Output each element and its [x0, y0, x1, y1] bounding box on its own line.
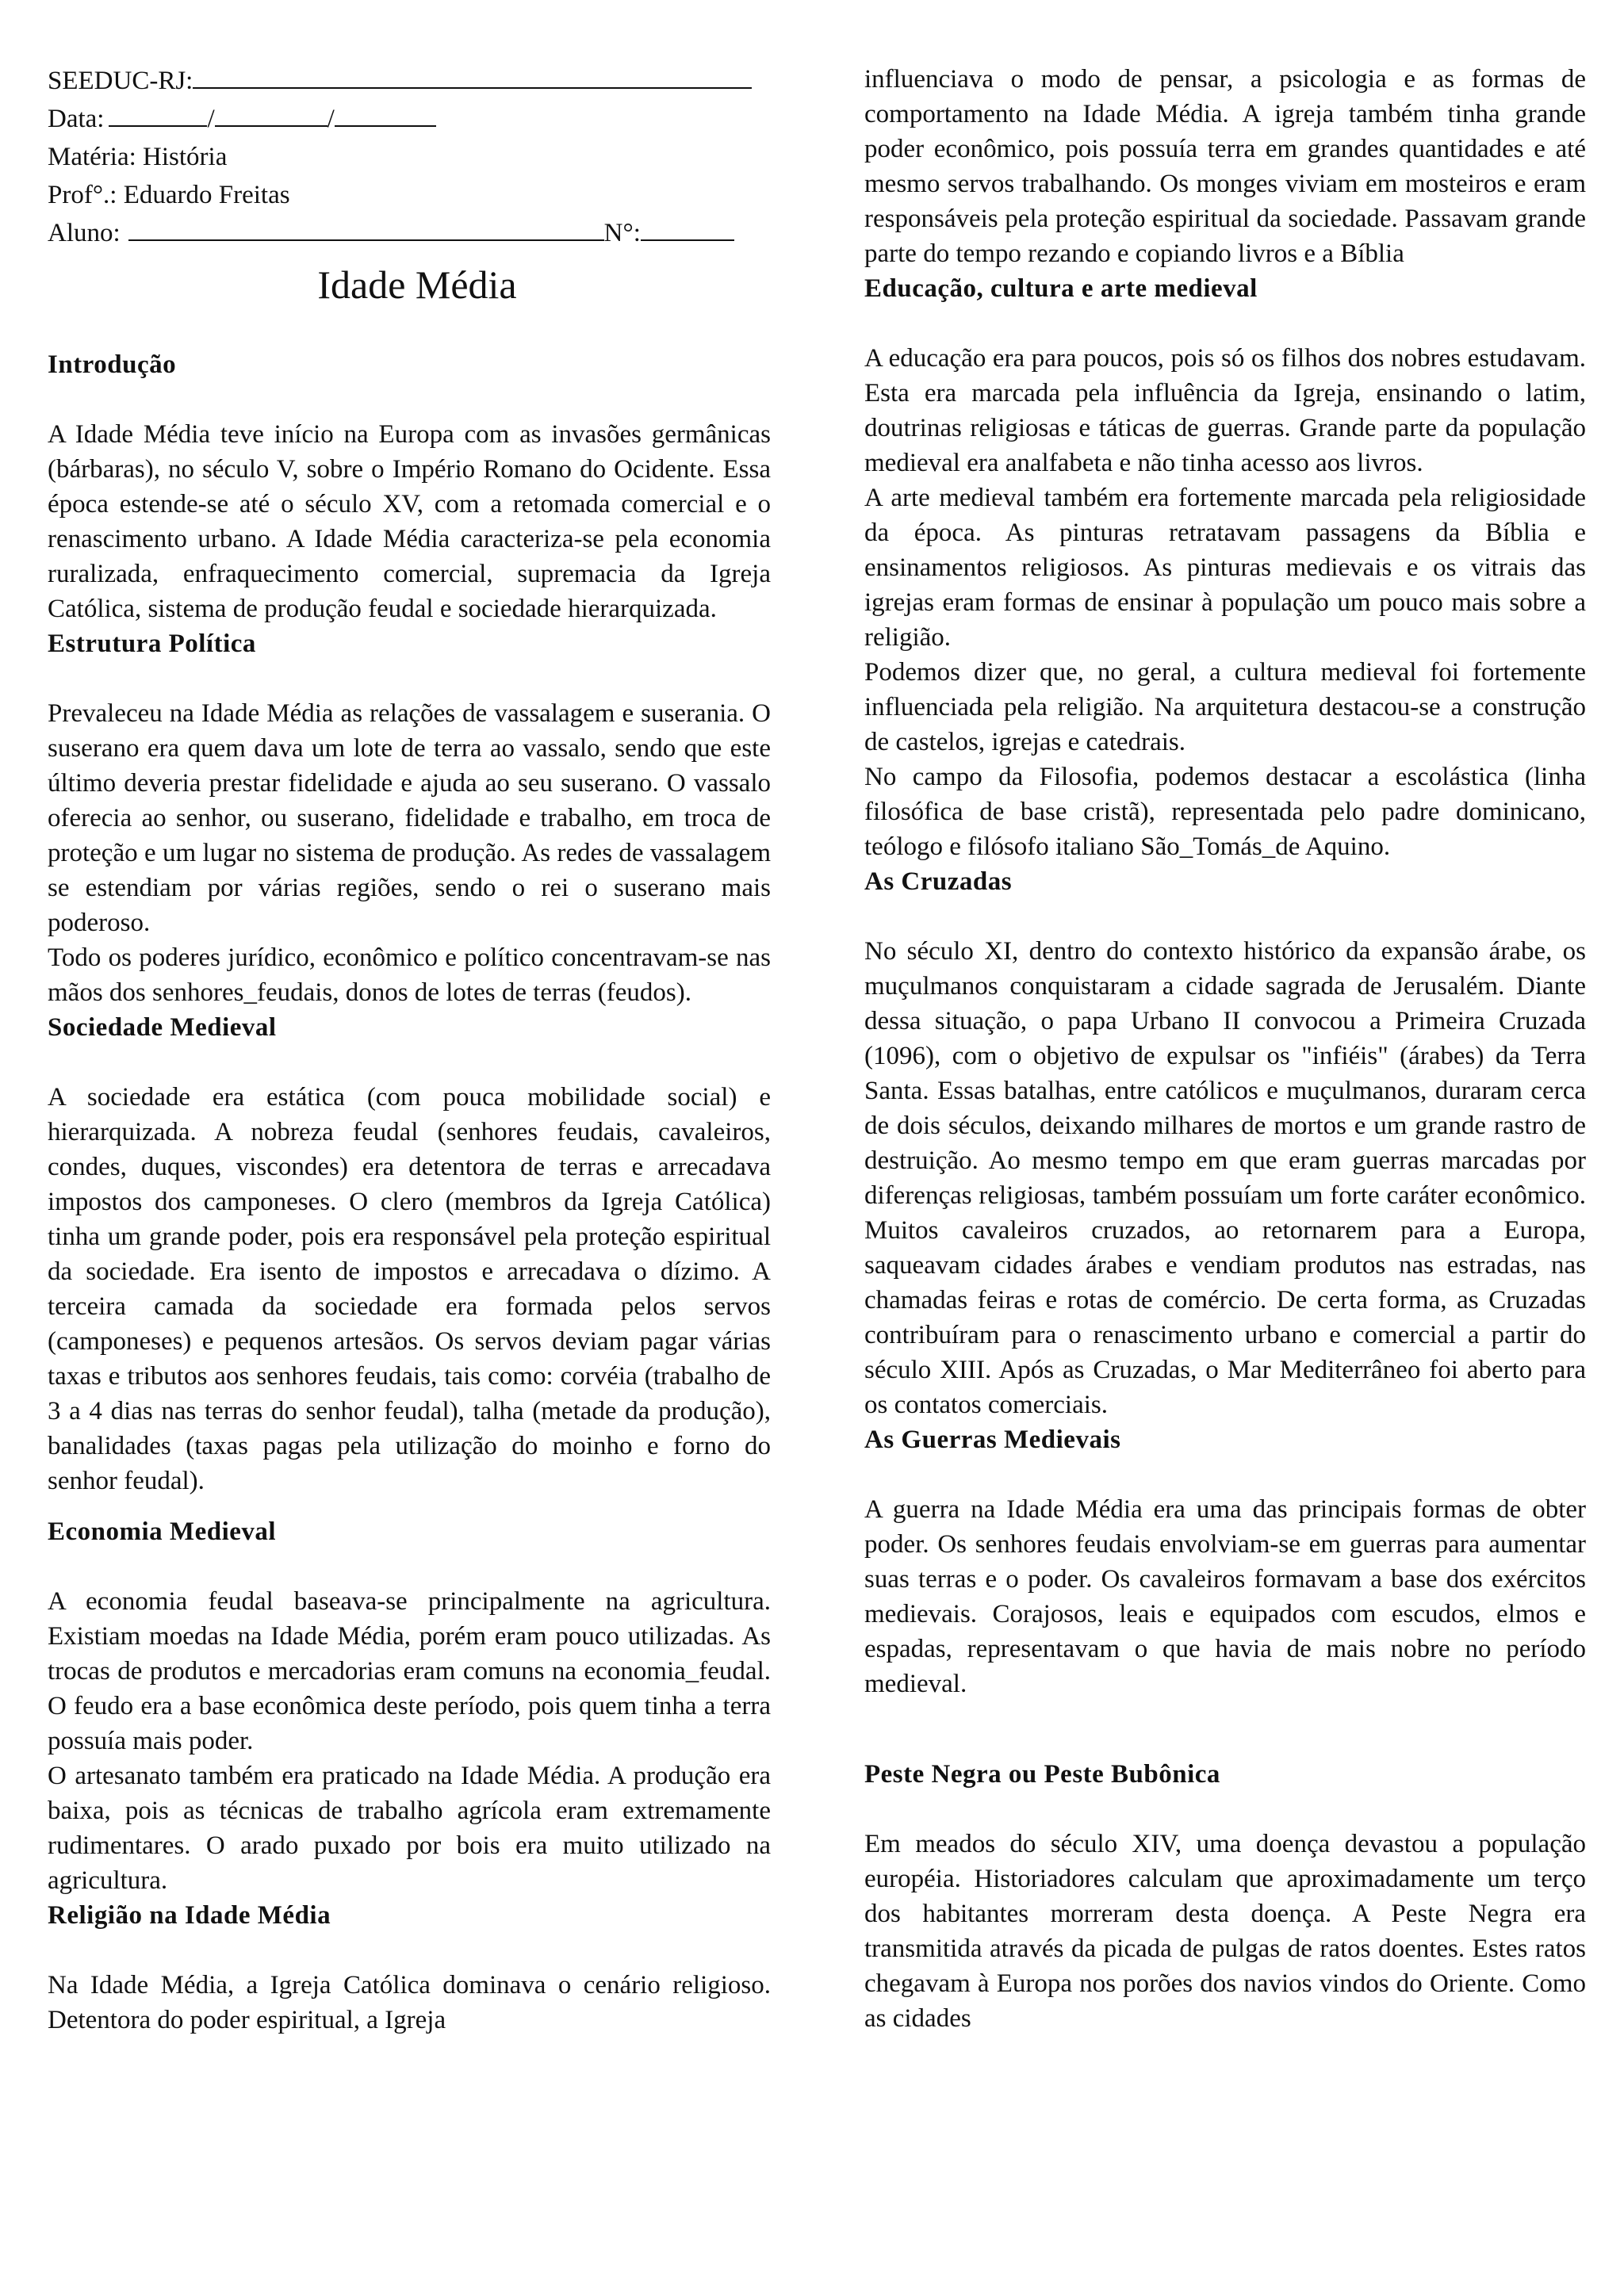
heading-estrutura-politica: Estrutura Política — [48, 629, 256, 658]
date-line — [48, 100, 771, 138]
aluno-field — [128, 216, 604, 241]
materia-line: Matéria: História — [48, 143, 228, 171]
heading-educacao: Educação, cultura e arte medieval — [864, 274, 1258, 303]
heading-sociedade-medieval: Sociedade Medieval — [48, 1013, 277, 1042]
economia-medieval-p2: O artesanato também era praticado na Idade Média. A produção era baixa, pois as técnicas de trabalho agrícola eram extremamente rudimentares. O arado puxado por bois era muito utilizado na agricultura. — [48, 1762, 771, 1895]
heading-peste: Peste Negra ou Peste Bubônica — [864, 1760, 1220, 1789]
numero-label: N°: — [603, 219, 641, 247]
estrutura-politica-p1: Prevaleceu na Idade Média as relações de vassalagem e suserania. O suserano era quem dava um lote de terra ao vassalo, sendo que este último deveria prestar fidelidade e ajuda ao seu suserano. O vassalo oferecia ao senhor, ou suserano, fidelidade e trabalho, em troca de proteção e um lugar no sistema de produção. As redes de vassalagem se estendiam por várias regiões, sendo o rei o suserano mais poderoso. — [48, 699, 771, 937]
heading-cruzadas: As Cruzadas — [864, 867, 1013, 896]
estrutura-politica-p2: Todo os poderes jurídico, econômico e político concentravam-se nas mãos dos senhores_feudais, donos de lotes de terras (feudos). — [48, 943, 771, 1007]
heading-guerras: As Guerras Medievais — [864, 1425, 1121, 1454]
cruzadas-text: No século XI, dentro do contexto histórico da expansão árabe, os muçulmanos conquistaram a cidade sagrada de Jerusalém. Diante dessa situação, o papa Urbano II convocou a Primeira Cruzada (1096), com o objetivo de expulsar os "infiéis" (árabes) da Terra Santa. Essas batalhas, entre católicos e muçulmanos, duraram cerca de dois séculos, deixando milhares de mortos e um grande rastro de destruição. Ao mesmo tempo em que eram guerras marcadas por diferenças religiosas, também possuíam um forte caráter econômico. Muitos cavaleiros cruzados, ao retornarem para a Europa, saqueavam cidades árabes e vendiam produtos nas estradas, nas chamadas feiras e rotas de comércio. De certa forma, as Cruzadas contribuíram para o renascimento urbano e comercial a partir do século XIII. Após as Cruzadas, o Mar Mediterrâneo foi aberto para os contatos comerciais. — [864, 937, 1586, 1419]
month-field — [215, 101, 327, 127]
date-label: Data: — [48, 105, 105, 133]
date-separator: / — [207, 105, 215, 133]
date-separator: / — [327, 105, 335, 133]
religiao-continuation: influenciava o modo de pensar, a psicologia e as formas de comportamento na Idade Média. A igreja também tinha grande poder econômico, pois possuía terra em grandes quantidades e até mesmo servos trabalhando. Os monges viviam em mosteiros e eram responsáveis pela proteção espiritual da sociedade. Passavam grande parte do tempo rezando e copiando livros e a Bíblia — [864, 65, 1586, 268]
left-column — [48, 62, 771, 2038]
aluno-label: Aluno: — [48, 219, 121, 247]
professor-line: Prof°.: Eduardo Freitas — [48, 181, 290, 209]
educacao-p1: A educação era para poucos, pois só os filhos dos nobres estudavam. Esta era marcada pela influência da Igreja, ensinando o latim, doutrinas religiosas e táticas de guerras. Grande parte da população medieval era analfabeta e não tinha acesso aos livros. — [864, 344, 1586, 477]
seeduc-label: SEEDUC-RJ: — [48, 67, 193, 95]
introducao-text: A Idade Média teve início na Europa com as invasões germânicas (bárbaras), no século V, sobre o Império Romano do Ocidente. Essa época estende-se até o século XV, com a retomada comercial e o renascimento urbano. A Idade Média caracteriza-se pela economia ruralizada, enfraquecimento comercial, supremacia da Igreja Católica, sistema de produção feudal e sociedade hierarquizada. — [48, 420, 771, 623]
page-title: Idade Média — [317, 262, 517, 307]
worksheet-header — [48, 62, 771, 252]
sociedade-medieval-text: A sociedade era estática (com pouca mobilidade social) e hierarquizada. A nobreza feudal (senhores feudais, cavaleiros, condes, duques, viscondes) era detentora de terras e arrecadava impostos dos camponeses. O clero (membros da Igreja Católica) tinha um grande poder, pois era responsável pela proteção espiritual da sociedade. Era isento de impostos e arrecadava o dízimo. A terceira camada da sociedade era formada pelos servos (camponeses) e pequenos artesãos. Os servos deviam pagar várias taxas e tributos aos senhores feudais, tais como: corvéia (trabalho de 3 a 4 dias nas terras do senhor feudal), talha (metade da produção), banalidades (taxas pagas pela utilização do moinho e forno do senhor feudal). — [48, 1083, 771, 1495]
religiao-text: Na Idade Média, a Igreja Católica dominava o cenário religioso. Detentora do poder espiritual, a Igreja — [48, 1971, 771, 2034]
educacao-p2: A arte medieval também era fortemente marcada pela religiosidade da época. As pinturas retratavam passagens da Bíblia e ensinamentos religiosos. As pinturas medievais e os vitrais das igrejas eram formas de ensinar à população um pouco mais sobre a religião. — [864, 484, 1586, 652]
seeduc-field — [193, 63, 752, 89]
numero-field — [641, 216, 734, 241]
day-field — [109, 101, 207, 127]
heading-religiao: Religião na Idade Média — [48, 1901, 331, 1930]
guerras-text: A guerra na Idade Média era uma das principais formas de obter poder. Os senhores feudais envolviam-se em guerras para aumentar suas terras e o poder. Os cavaleiros formavam a base dos exércitos medievais. Corajosos, leais e equipados com escudos, elmos e espadas, representavam o que havia de mais nobre no período medieval. — [864, 1495, 1586, 1698]
aluno-line — [48, 214, 771, 252]
right-column — [864, 62, 1586, 2036]
year-field — [335, 101, 436, 127]
heading-economia-medieval: Economia Medieval — [48, 1517, 277, 1546]
economia-medieval-p1: A economia feudal baseava-se principalmente na agricultura. Existiam moedas na Idade Média, porém eram pouco utilizadas. As trocas de produtos e mercadorias eram comuns na economia_feudal. O feudo era a base econômica deste período, pois quem tinha a terra possuía mais poder. — [48, 1587, 771, 1755]
peste-text: Em meados do século XIV, uma doença devastou a população européia. Historiadores calculam que aproximadamente um terço dos habitantes morreram desta doença. A Peste Negra era transmitida através da picada de pulgas de ratos doentes. Estes ratos chegavam à Europa nos porões dos navios vindos do Oriente. Como as cidades — [864, 1830, 1586, 2033]
seeduc-line — [48, 62, 771, 100]
educacao-p3: Podemos dizer que, no geral, a cultura medieval foi fortemente influenciada pela religião. Na arquitetura destacou-se a construção de castelos, igrejas e catedrais. — [864, 658, 1586, 756]
educacao-p4: No campo da Filosofia, podemos destacar a escolástica (linha filosófica de base cristã), representada pelo padre dominicano, teólogo e filósofo italiano São_Tomás_de Aquino. — [864, 763, 1586, 861]
heading-introducao: Introdução — [48, 350, 177, 379]
